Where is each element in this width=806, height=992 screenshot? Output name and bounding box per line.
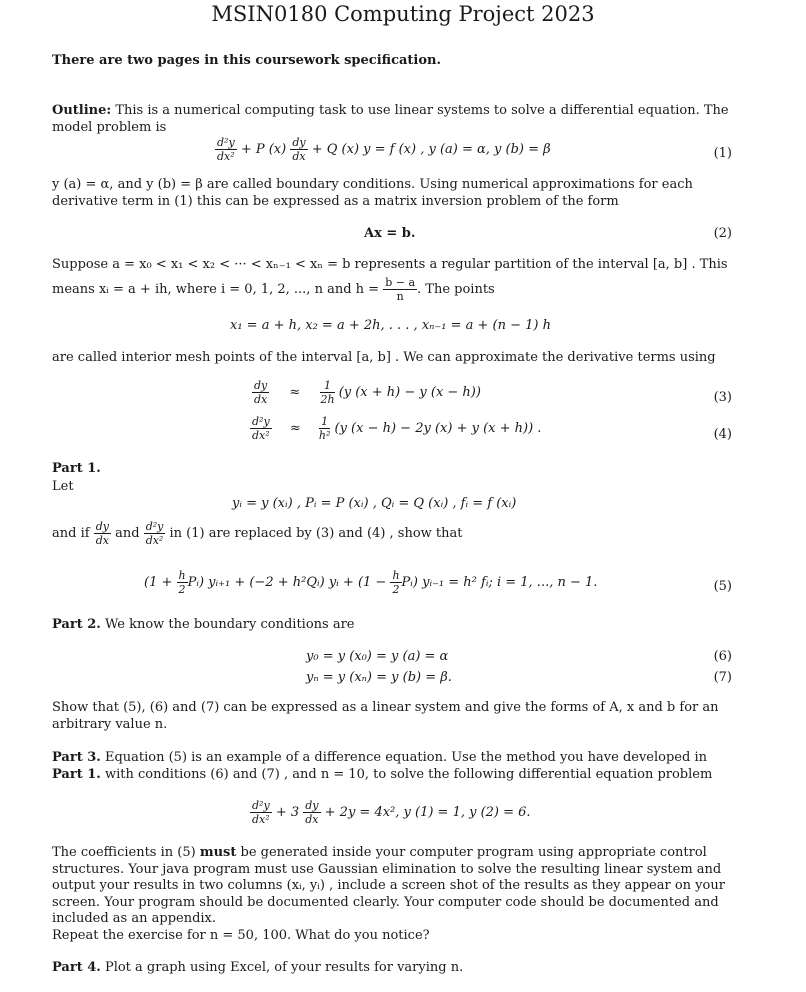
eq1-number: (1)	[713, 146, 732, 161]
equation-5: (1 + $\frac{h}{2}$ Pᵢ) yᵢ₊₁ + (−2 + h²Qᵢ) yᵢ + (1 − $\frac{h}{2}$ Pᵢ) yᵢ₋₁ = h² fᵢ; i = 1, ..., n − 1.	[144, 569, 598, 596]
part1-label: Part 1.	[52, 461, 101, 476]
equation-3: $\frac{dy}{dx}$ ≈ $\frac{1}{2h}$ (y (x + h) − y (x − h))	[254, 379, 481, 406]
equation-4: $\frac{\text{d²y}}{\text{dx²}}$ ≈ $\frac{1}{\text{h²}}$ (y (x − h) − 2y (x) + y (x + h)) .	[252, 415, 542, 442]
part3-equation: $\frac{\text{d²y}}{\text{dx²}}$ + 3 $\frac{dy}{dx}$ + 2y = 4x², y (1) = 1, y (2) = 6.	[252, 799, 531, 826]
suppose-line-2: means xᵢ = a + ih, where i = 0, 1, 2, ..., n and h = $\frac{b - a}{n}$ . The points	[52, 276, 495, 303]
part2-intro: Part 2. We know the boundary conditions are	[52, 617, 355, 632]
interior-paragraph: are called interior mesh points of the interval [a, b] . We can approximate the derivative terms using	[52, 350, 716, 365]
frac-d2y-dx2: $\frac{\text{d²y}}{\text{dx²}}$	[217, 136, 235, 163]
page-title: MSIN0180 Computing Project 2023	[211, 2, 595, 26]
coefficients-paragraph: The coefficients in (5) must be generated inside your computer program using appropriate control structures. Your java program must use Gaussian elimination to solve the resulting linear system and output your results in two columns (xᵢ, yᵢ) , include a screen shot of the results as they appear on your screen. Your program should be documented clearly. Your computer code should be documented and included as an appendix.	[52, 845, 725, 926]
pages-note: There are two pages in this coursework specification.	[52, 53, 442, 68]
equation-2: Ax = b.	[364, 226, 416, 241]
boundary-paragraph: y (a) = α, and y (b) = β are called boundary conditions. Using numerical approximations for each derivative term in (1) this can be expressed as a matrix inversion problem of the form	[52, 177, 693, 209]
eq2-number: (2)	[713, 226, 732, 241]
part1-condition-line: and if $\frac{dy}{dx}$ and $\frac{\text{d²y}}{\text{dx²}}$ in (1) are replaced by (3) and (4) , show that	[52, 520, 463, 547]
eq7-number: (7)	[713, 670, 732, 685]
outline-label: Outline:	[52, 103, 112, 118]
part3-paragraph: Part 3. Equation (5) is an example of a difference equation. Use the method you have developed in Part 1. with conditions (6) and (7) , and n = 10, to solve the following differential equation problem	[52, 750, 713, 782]
equation-1	[215, 136, 635, 163]
eq5-number: (5)	[713, 579, 732, 594]
eq1-part-a: + P (x)	[240, 142, 291, 157]
outline-text: This is a numerical computing task to use linear systems to solve a differential equation. The model problem is	[52, 103, 729, 135]
repeat-paragraph: Repeat the exercise for n = 50, 100. What do you notice?	[52, 928, 430, 943]
eq6-number: (6)	[713, 649, 732, 664]
equation-6: y₀ = y (x₀) = y (a) = α	[306, 649, 449, 664]
eq3-number: (3)	[713, 390, 732, 405]
eq1-part-b: + Q (x) y = f (x) , y (a) = α, y (b) = β	[311, 142, 551, 157]
outline-paragraph	[52, 103, 732, 136]
frac-h: $\frac{b - a}{n}$	[385, 276, 416, 303]
eq4-number: (4)	[713, 427, 732, 442]
frac-dy-dx: $\frac{dy}{dx}$	[292, 136, 306, 163]
part1-let: Let	[52, 479, 74, 494]
suppose-line-1: Suppose a = x₀ < x₁ < x₂ < ··· < xₙ₋₁ < xₙ = b represents a regular partition of the interval [a, b] . This	[52, 257, 728, 272]
part1-definitions: yᵢ = y (xᵢ) , Pᵢ = P (xᵢ) , Qᵢ = Q (xᵢ) , fᵢ = f (xᵢ)	[232, 496, 517, 511]
part4-paragraph: Part 4. Plot a graph using Excel, of your results for varying n.	[52, 960, 464, 975]
mesh-points-equation: x₁ = a + h, x₂ = a + 2h, . . . , xₙ₋₁ = a + (n − 1) h	[230, 318, 552, 333]
equation-7: yₙ = y (xₙ) = y (b) = β.	[306, 670, 452, 685]
part2-show: Show that (5), (6) and (7) can be expressed as a linear system and give the forms of A, x and b for an arbitrary value n.	[52, 700, 719, 732]
